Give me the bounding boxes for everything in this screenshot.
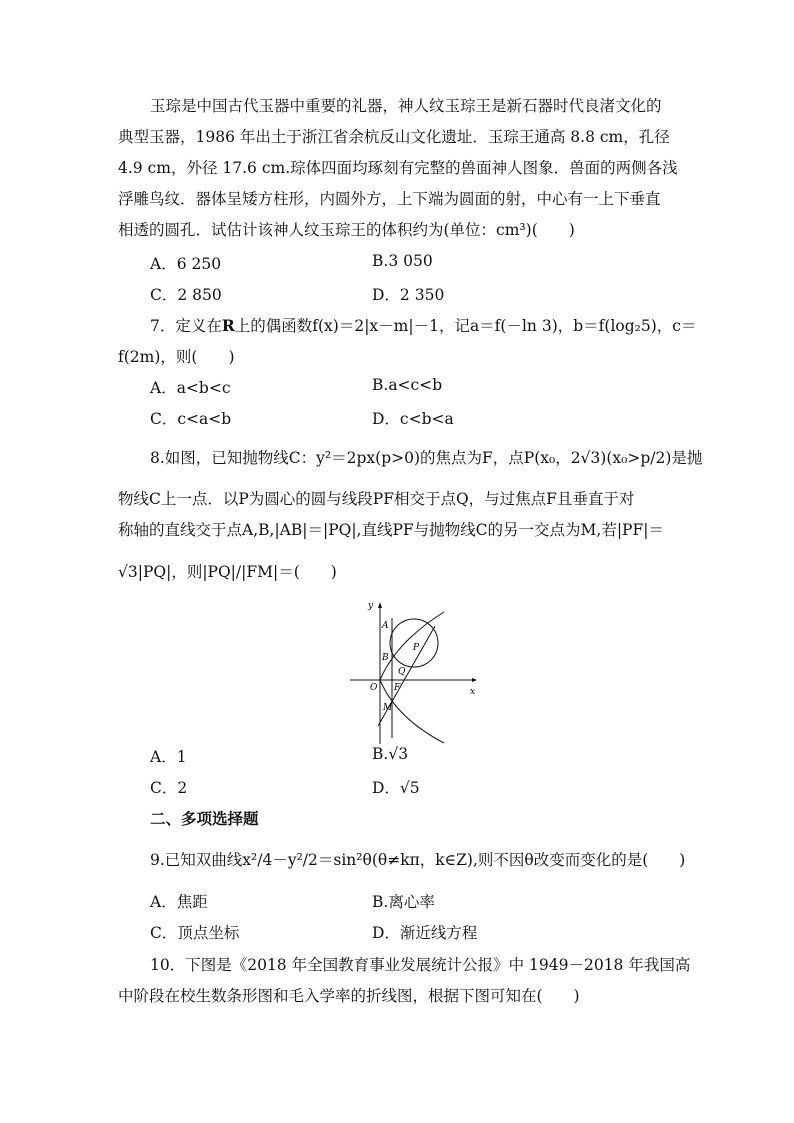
fig-label-x: x xyxy=(470,687,476,697)
q10-line-1: 10．下图是《2018 年全国教育事业发展统计公报》中 1949－2018 年我国高 xyxy=(150,956,691,974)
q7-option-b: B.a<c<b xyxy=(372,376,443,394)
q8-option-a: A．1 xyxy=(150,748,187,766)
fig-label-o: O xyxy=(370,683,378,693)
q9-option-c: C．顶点坐标 xyxy=(150,924,240,942)
q8-option-b: B.√3 xyxy=(372,745,409,763)
q7-line-1 xyxy=(150,314,696,336)
parabola-figure xyxy=(340,598,480,748)
fig-label-y: y xyxy=(368,601,374,611)
fig-label-q: Q xyxy=(398,667,406,677)
fig-label-p: P xyxy=(413,643,420,653)
fig-label-b: B xyxy=(382,653,389,663)
q10-line-2: 中阶段在校生数条形图和毛入学率的折线图，根据下图可知在( ) xyxy=(118,987,580,1005)
q8-line-1: 8.如图，已知抛物线C：y²＝2px(p>0)的焦点为F，点P(x₀，2√3)(x₀>p/2)是抛 xyxy=(150,449,703,467)
q7-option-d: D．c<b<a xyxy=(372,410,454,428)
fig-label-m: M xyxy=(383,703,393,713)
fig-label-a: A xyxy=(382,621,389,631)
q6-option-b: B.3 050 xyxy=(372,252,433,270)
q6-line-2: 典型玉器，1986 年出土于浙江省余杭反山文化遗址．玉琮王通高 8.8 cm，孔径 xyxy=(118,128,670,146)
q7-real-set: R xyxy=(221,316,235,335)
q7-prefix: 7．定义在 xyxy=(150,317,222,335)
q6-option-d: D．2 350 xyxy=(372,286,445,304)
q9-line: 9.已知双曲线x²/4－y²/2＝sin²θ(θ≠kπ，k∈Z),则不因θ改变而变化的是( ) xyxy=(150,851,686,869)
q7-line-2: f(2m)，则( ) xyxy=(118,348,235,366)
q7-line-1-text: 上的偶函数f(x)＝2|x－m|－1，记a＝f(－ln 3)，b＝f(log₂5)，c＝ xyxy=(234,317,697,335)
q8-option-d: D．√5 xyxy=(372,779,420,797)
q6-line-5: 相透的圆孔．试估计该神人纹玉琮王的体积约为(单位：cm³)( ) xyxy=(118,221,575,239)
q8-option-c: C．2 xyxy=(150,779,188,797)
q8-line-4: √3|PQ|，则|PQ|/|FM|＝( ) xyxy=(118,563,337,581)
section-heading: 二、多项选择题 xyxy=(150,809,259,828)
q7-option-c: C．c<a<b xyxy=(150,410,232,428)
q9-option-d: D．渐近线方程 xyxy=(372,924,478,942)
q6-line-1: 玉琮是中国古代玉器中重要的礼器，神人纹玉琮王是新石器时代良渚文化的 xyxy=(150,97,662,115)
q8-line-2: 物线C上一点．以P为圆心的圆与线段PF相交于点Q，与过焦点F且垂直于对 xyxy=(118,490,635,508)
q9-option-b: B.离心率 xyxy=(372,893,435,911)
q6-line-3: 4.9 cm，外径 17.6 cm.琮体四面均琢刻有完整的兽面神人图象．兽面的两侧各浅 xyxy=(118,159,678,177)
q7-option-a: A．a<b<c xyxy=(150,379,231,397)
q6-option-a: A．6 250 xyxy=(150,255,222,273)
q9-option-a: A．焦距 xyxy=(150,893,208,911)
q8-line-3: 称轴的直线交于点A,B,|AB|＝|PQ|,直线PF与抛物线C的另一交点为M,若|PF|＝ xyxy=(118,521,664,539)
fig-label-f: F xyxy=(394,683,401,693)
q6-line-4: 浮雕鸟纹．器体呈矮方柱形，内圆外方，上下端为圆面的射，中心有一上下垂直 xyxy=(118,190,661,208)
q6-option-c: C．2 850 xyxy=(150,286,222,304)
